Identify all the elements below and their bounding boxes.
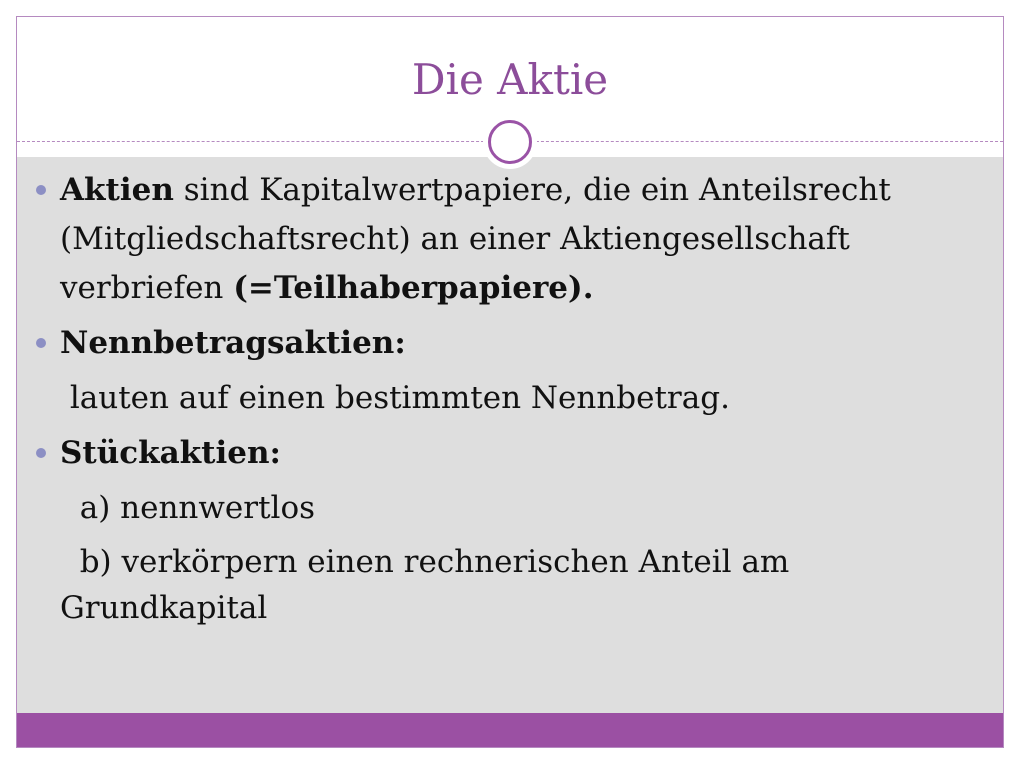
sub-line-b <box>36 539 966 631</box>
bullet-stueckaktien <box>36 429 966 478</box>
sub-text: a) nennwertlos <box>60 490 316 526</box>
bullet-line <box>60 264 966 313</box>
slide-title: Die Aktie <box>411 55 609 104</box>
bullet-text: sind Kapitalwertpapiere, die ein Anteilsrecht <box>173 172 891 208</box>
bold-term: Aktien <box>60 172 174 208</box>
bullet-text: verbriefen <box>60 270 234 306</box>
bullet-text: (Mitgliedschaftsrecht) an einer Aktiengesellschaft <box>60 221 850 257</box>
slide-body <box>36 166 966 637</box>
sub-text: Grundkapital <box>60 590 268 626</box>
bullet-aktien <box>36 166 966 313</box>
bullet-label: Nennbetragsaktien: <box>60 325 406 361</box>
bullet-line <box>60 166 966 215</box>
sub-text: lauten auf einen bestimmten Nennbetrag. <box>60 380 730 416</box>
bullet-line <box>60 215 966 264</box>
sub-text: b) verkörpern einen rechnerischen Anteil am <box>60 544 790 580</box>
bullet-dot-icon <box>36 448 46 458</box>
footer-bar <box>17 713 1003 747</box>
bold-term: (=Teilhaberpapiere). <box>233 270 594 306</box>
circle-ornament-icon <box>483 115 537 169</box>
circle-ring-icon <box>488 120 532 164</box>
bullet-dot-icon <box>36 338 46 348</box>
bullet-label: Stückaktien: <box>60 435 281 471</box>
sub-line-a <box>36 484 966 533</box>
sub-line-nennbetrag <box>36 374 966 423</box>
bullet-nennbetragsaktien <box>36 319 966 368</box>
bullet-dot-icon <box>36 185 46 195</box>
